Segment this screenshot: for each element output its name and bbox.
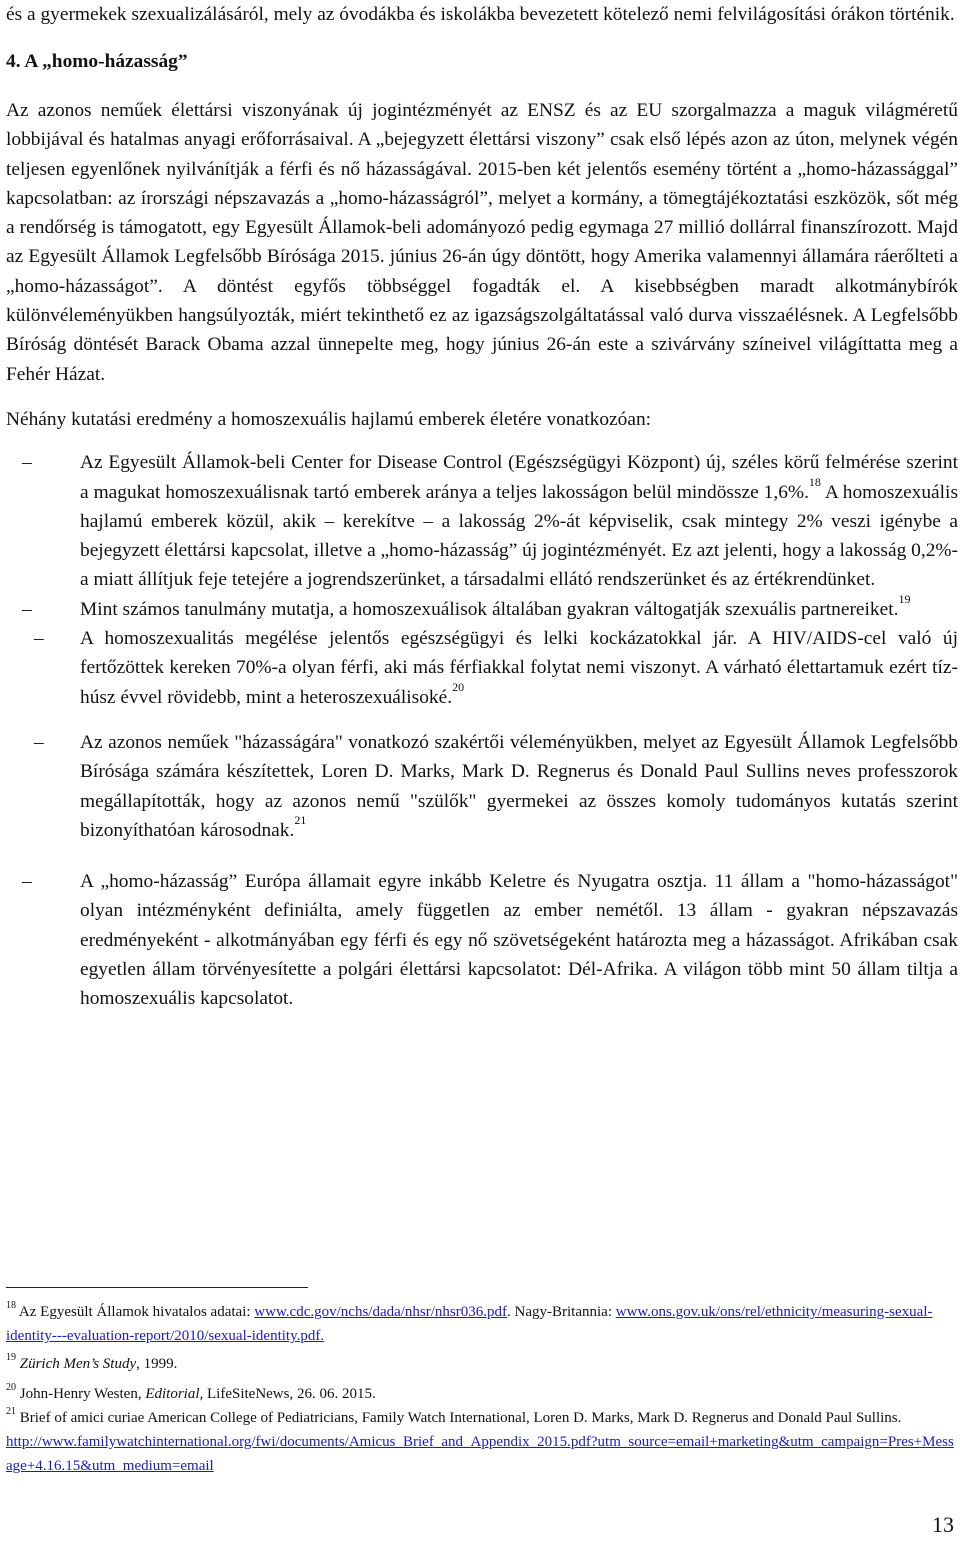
list-item-text: Az Egyesült Államok-beli Center for Disease Control (Egészségügyi Központ) új, széles körű felmérése szerint a magukat homoszexuálisnak tartó emberek aránya a teljes lakosságon belül mindössze 1,6%. bbox=[80, 452, 958, 503]
list-lead-in: Néhány kutatási eredmény a homoszexuális hajlamú emberek életére vonatkozóan: bbox=[6, 408, 652, 430]
footnote-link[interactable]: www.cdc.gov/nchs/dada/nhsr/nhsr036.pdf bbox=[254, 1304, 508, 1320]
footnote-text: John-Henry Westen, bbox=[16, 1386, 146, 1402]
footnote-text: Brief of amici curiae American College of Pediatricians, Family Watch International, Loren D. Marks, Mark D. Regnerus and Donald Paul Sullins. bbox=[16, 1410, 902, 1426]
footnote-ref[interactable]: 20 bbox=[452, 679, 465, 694]
footnote-text: Az Egyesült Államok hivatalos adatai: bbox=[16, 1304, 255, 1320]
footnote-ref[interactable]: 19 bbox=[898, 591, 911, 606]
footnote-text: . Nagy-Britannia: bbox=[507, 1304, 616, 1320]
footnote-number: 19 bbox=[6, 1352, 16, 1363]
list-item-text: Az azonos neműek "házasságára" vonatkozó szakértői véleményükben, melyet az Egyesült Államok Legfelsőbb Bírósága számára készítettek, Loren D. Marks, Mark D. Regnerus és Donald Paul Sullins neves professzorok megállapították, hogy az azonos nemű "szülők" gyermekei az összes komoly tudományos kutatás szerint bizonyíthatóan károsodnak. bbox=[80, 731, 958, 841]
list-item-text: A „homo-házasság” Európa államait egyre inkább Keletre és Nyugatra osztja. 11 állam a "homo-házasságot" olyan intézményként definiálta, amely független az ember nemétől. 13 állam - gyakran népszavazás eredményeként - alkotmányában egy férfi és egy nő szövetségeként határozta meg a házasságot. Afrikában csak egyetlen állam törvényesítette a polgári élettársi kapcsolatot: Dél-Afrika. A világon több mint 50 állam tiltja a homoszexuális kapcsolatot. bbox=[80, 871, 958, 1010]
research-list bbox=[6, 448, 958, 1013]
list-item bbox=[6, 591, 958, 624]
footnote-text: , 1999. bbox=[136, 1356, 178, 1372]
footnote-ref[interactable]: 18 bbox=[808, 474, 821, 489]
list-item-text: A homoszexualitás megélése jelentős egészségügyi és lelki kockázatokkal jár. A HIV/AIDS-cel való új fertőzöttek kereken 70%-a olyan férfi, aki más férfiakkal folytat nemi viszonyt. A várható élettartamuk ezért tíz-húsz évvel rövidebb, mint a heteroszexuálisoké. bbox=[80, 628, 958, 708]
intro-paragraph: és a gyermekek szexualizálásáról, mely az óvodákba és iskolákba bevezetett kötelező nemi felvilágosítási órákon történik. bbox=[6, 4, 955, 25]
footnote-link[interactable]: http://www.familywatchinternational.org/fwi/documents/Amicus_Brief_and_Appendix_2015.pdf?utm_source=email+marketing&utm_campaign=Pres+Message+4.16.15&utm_medium=email bbox=[6, 1434, 954, 1474]
footnote-title: Zürich Men’s Study bbox=[16, 1356, 137, 1372]
dash-bullet: – bbox=[34, 628, 44, 650]
dash-bullet: – bbox=[34, 731, 44, 753]
footnotes bbox=[6, 1300, 956, 1478]
footnote-20 bbox=[6, 1382, 956, 1406]
list-item bbox=[6, 867, 958, 1013]
footnote-number: 20 bbox=[6, 1382, 16, 1393]
list-item bbox=[6, 728, 958, 845]
body-paragraph: Az azonos neműek élettársi viszonyának új jogintézményét az ENSZ és az EU szorgalmazza a maguk világméretű lobbijával és hatalmas anyagi erőforrásaival. A „bejegyzett élettársi viszony” csak első lépés azon az úton, melynek végén teljesen egyenlőnek nyilvánítják a férfi és nő házasságával. 2015-ben két jelentős esemény történt a „homo-házassággal” kapcsolatban: az írországi népszavazás a „homo-házasságról”, melyet a kormány, a tömegtájékoztatási eszközök, sőt még a rendőrség is támogatott, egy Egyesült Államok-beli adományozó pedig egymaga 27 millió dollárral finanszírozott. Majd az Egyesült Államok Legfelsőbb Bírósága 2015. június 26-án úgy döntött, hogy Amerika valamennyi államára ráerőlteti a „homo-házasságot”. A döntést egyfős többséggel fogadták el. A kisebbségben maradt alkotmánybírók különvéleményükben hangsúlyozták, miért tekinthető ez az igazságszolgáltatással való durva visszaélésnek. A Legfelsőbb Bíróság döntését Barack Obama azzal ünnepelte meg, hogy június 26-án este a szivárvány színeivel világíttatta meg a Fehér Házat. bbox=[6, 99, 958, 385]
list-item-text-cont: A homoszexuális hajlamú emberek közül, akik – kerekítve – a lakosság 2%-át képviselik, csak mintegy 2% veszi igénybe a bejegyzett élettársi kapcsolat, illetve a „homo-házasság” új jogintézményét. Ez azt jelenti, hogy a lakosság 0,2%-a miatt állítjuk feje tetejére a jogrendszerünket, a társadalmi ellátó rendszerünket és az értékrendünket. bbox=[80, 481, 958, 591]
dash-bullet: – bbox=[22, 871, 32, 893]
footnote-21 bbox=[6, 1406, 956, 1478]
document-page bbox=[6, 0, 958, 1014]
page-number: 13 bbox=[932, 1512, 954, 1537]
footnote-ref[interactable]: 21 bbox=[294, 812, 307, 827]
footnote-link[interactable]: www.ons.gov.uk/ons/rel/ethnicity/measuring-sexual-identity---evaluation-report/2010/sexual-identity.pdf. bbox=[6, 1304, 933, 1344]
dash-bullet: – bbox=[22, 598, 32, 620]
list-item bbox=[6, 448, 958, 594]
footnote-number: 18 bbox=[6, 1300, 16, 1311]
list-item bbox=[6, 624, 958, 712]
dash-bullet: – bbox=[22, 452, 32, 474]
footnote-number: 21 bbox=[6, 1406, 16, 1417]
footnote-18 bbox=[6, 1300, 956, 1348]
footnote-text: LifeSiteNews, 26. 06. 2015. bbox=[203, 1386, 376, 1402]
footnote-19 bbox=[6, 1352, 956, 1376]
footnote-separator bbox=[6, 1287, 308, 1288]
list-item-text: Mint számos tanulmány mutatja, a homoszexuálisok általában gyakran váltogatják szexuális partnereiket. bbox=[80, 598, 899, 620]
footnote-title: Editorial, bbox=[145, 1386, 204, 1402]
section-heading: 4. A „homo-házasság” bbox=[6, 51, 188, 73]
